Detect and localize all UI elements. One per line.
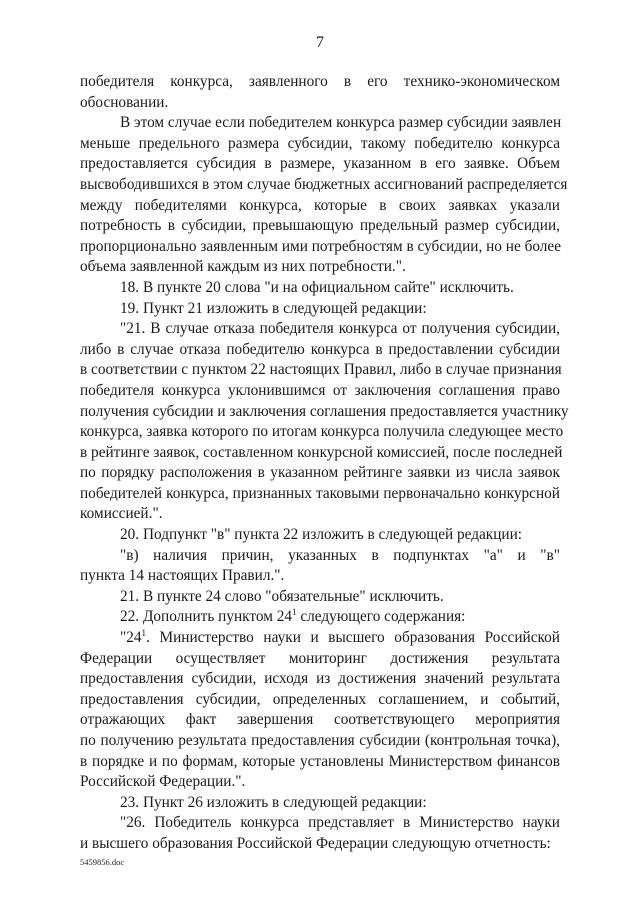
document-body (80, 72, 569, 855)
text-line: обосновании. (80, 93, 169, 111)
text-line: 23. Пункт 26 изложить в следующей редакции: (120, 793, 427, 811)
text-line: и высшего образования Российской Федерации следующую отчетность: (80, 834, 551, 852)
text-line: "в) наличия причин, указанных в подпунктах "а" и "в" (120, 546, 560, 564)
text-line (80, 628, 560, 649)
superscript: 1 (141, 628, 147, 639)
text-line: либо в случае отказа победителю конкурса в предоставлении субсидии (80, 340, 560, 358)
text-line (80, 607, 560, 628)
paragraph (80, 113, 568, 278)
text-line: "21. В случае отказа победителя конкурса от получения субсидии, (120, 320, 560, 338)
paragraph (80, 299, 560, 320)
text-line: по порядку расположения в указанном рейтинге заявки из числа заявок (80, 464, 560, 482)
text-line: меньше предельного размера субсидии, такому победителю конкурса (80, 134, 560, 152)
text-line: предоставления субсидии, определенных соглашением, и событий, (80, 690, 560, 708)
text-line: 18. В пункте 20 слова "и на официальном сайте" исключить. (120, 278, 514, 296)
text-fragment: . Министерство науки и высшего образования Российской (146, 629, 560, 647)
text-fragment: 22. Дополнить пунктом 24 (120, 608, 293, 626)
text-line: конкурса, заявка которого по итогам конкурса получила следующее место (80, 423, 564, 441)
text-line: отражающих факт завершения соответствующего мероприятия (80, 711, 560, 729)
paragraph (80, 793, 560, 814)
paragraph (80, 607, 560, 628)
text-line: в соответствии с пунктом 22 настоящих Правил, либо в случае признания (80, 361, 562, 379)
text-line: комиссией.". (80, 505, 163, 523)
text-line: победителей конкурса, признанных таковыми первоначально конкурсной (80, 484, 560, 502)
text-line: 19. Пункт 21 изложить в следующей редакции: (120, 299, 427, 317)
page-number: 7 (316, 34, 324, 51)
text-line: высвободившихся в этом случае бюджетных ассигнований распределяется (80, 175, 568, 193)
text-line: потребность в субсидии, превышающую предельный размер субсидии, (80, 217, 560, 235)
text-line: 21. В пункте 24 слово "обязательные" исключить. (120, 587, 444, 605)
text-line: пропорционально заявленным ими потребностям в субсидии, но не более (80, 237, 562, 255)
paragraph (80, 72, 560, 113)
text-line: в порядке и по формам, которые установлены Министерством финансов (80, 752, 560, 770)
text-line: между победителями конкурса, которые в своих заявках указали (80, 196, 560, 214)
text-line: Федерации осуществляет мониторинг достижения результата (80, 649, 560, 667)
text-line: получения субсидии и заключения соглашения предоставляется участнику (80, 402, 569, 420)
text-line: победителя конкурса, заявленного в его технико-экономическом (80, 73, 560, 90)
text-fragment: следующего содержания: (296, 608, 466, 626)
text-line: объема заявленной каждым из них потребности.". (80, 258, 406, 276)
paragraph (80, 525, 560, 546)
text-line: 20. Подпункт "в" пункта 22 изложить в следующей редакции: (120, 526, 523, 544)
text-line: по получению результата предоставления субсидии (контрольная точка), (80, 732, 560, 749)
paragraph (80, 587, 560, 608)
text-line: Российской Федерации.". (80, 773, 246, 791)
paragraph (80, 813, 560, 854)
text-line: "26. Победитель конкурса представляет в Министерство науки (120, 814, 560, 832)
file-name-footer: 5459856.doc (80, 857, 125, 867)
text-line: победителя конкурса уклонившимся от заключения соглашения право (80, 381, 560, 399)
text-line: в рейтинге заявок, составленном конкурсной комиссией, после последней (80, 443, 563, 461)
text-line: предоставляется субсидия в размере, указанном в его заявке. Объем (80, 155, 560, 173)
text-line: В этом случае если победителем конкурса размер субсидии заявлен (120, 114, 562, 132)
superscript: 1 (292, 607, 297, 618)
paragraph (80, 278, 560, 299)
text-line: пункта 14 настоящих Правил.". (80, 567, 285, 585)
paragraph (80, 546, 560, 587)
text-line: предоставления субсидии, исходя из достижения значений результата (80, 670, 560, 688)
paragraph (80, 628, 560, 793)
paragraph (80, 319, 569, 525)
text-fragment: "24 (120, 629, 142, 647)
